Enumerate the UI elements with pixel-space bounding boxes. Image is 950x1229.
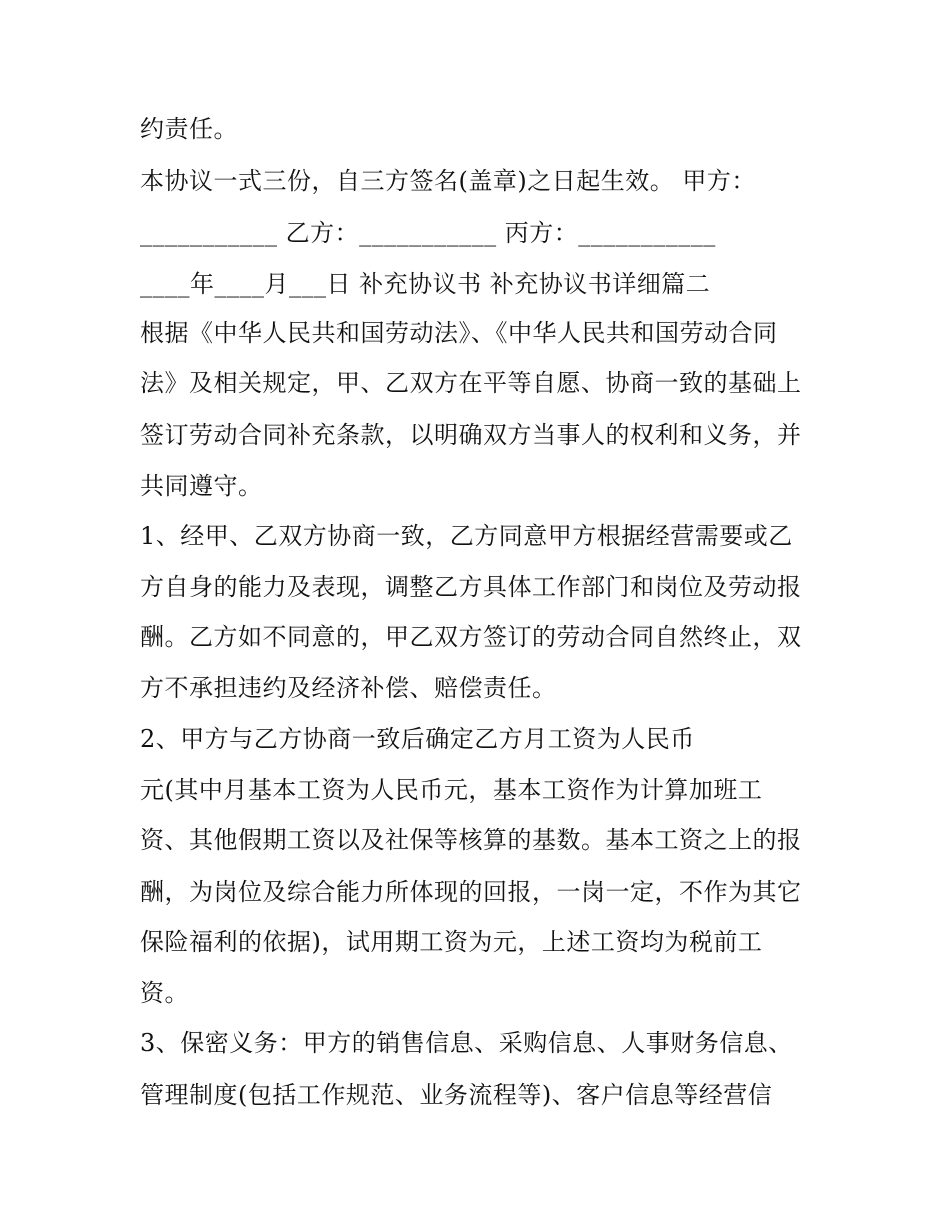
text-line-5: 根据《中华人民共和国劳动法》、《中华人民共和国劳动合同: [140, 319, 778, 347]
clause-2-line-5: 保险福利的依据)，试用期工资为元，上述工资均为税前工: [140, 928, 763, 956]
clause-2-line-3: 资、其他假期工资以及社保等核算的基数。基本工资之上的报: [140, 826, 802, 854]
clause-3-line-1: 3、保密义务：甲方的销售信息、采购信息、人事财务信息、: [140, 1029, 793, 1057]
clause-2-line-4: 酬，为岗位及综合能力所体现的回报，一岗一定，不作为其它: [140, 878, 802, 906]
text-line-6: 法》及相关规定，甲、乙双方在平等自愿、协商一致的基础上: [140, 369, 802, 397]
text-line-2: 本协议一式三份，自三方签名(盖章)之日起生效。 甲方：: [140, 167, 756, 195]
clause-1-line-2: 方自身的能力及表现，调整乙方具体工作部门和岗位及劳动报: [140, 573, 802, 601]
clause-1-line-1: 1、经甲、乙双方协商一致，乙方同意甲方根据经营需要或乙: [140, 522, 793, 550]
clause-2-line-6: 资。: [140, 979, 189, 1007]
clause-2-line-1: 2、甲方与乙方协商一致后确定乙方月工资为人民币: [140, 725, 695, 753]
clause-1-line-3: 酬。乙方如不同意的，甲乙双方签订的劳动合同自然终止，双: [140, 623, 802, 651]
clause-3-line-2: 管理制度(包括工作规范、业务流程等)、客户信息等经营信: [140, 1081, 773, 1109]
text-line-1: 约责任。: [140, 115, 238, 143]
clause-1-line-4: 方不承担违约及经济补偿、赔偿责任。: [140, 674, 557, 702]
clause-2-line-2: 元(其中月基本工资为人民币元，基本工资作为计算加班工: [140, 776, 763, 804]
text-line-8: 共同遵守。: [140, 472, 263, 500]
date-and-heading-line: ____年____月___日 补充协议书 补充协议书详细篇二: [140, 270, 711, 298]
text-line-7: 签订劳动合同补充条款，以明确双方当事人的权利和义务，并: [140, 421, 802, 449]
signature-blanks-line: ___________ 乙方：___________ 丙方：___________: [140, 219, 716, 247]
